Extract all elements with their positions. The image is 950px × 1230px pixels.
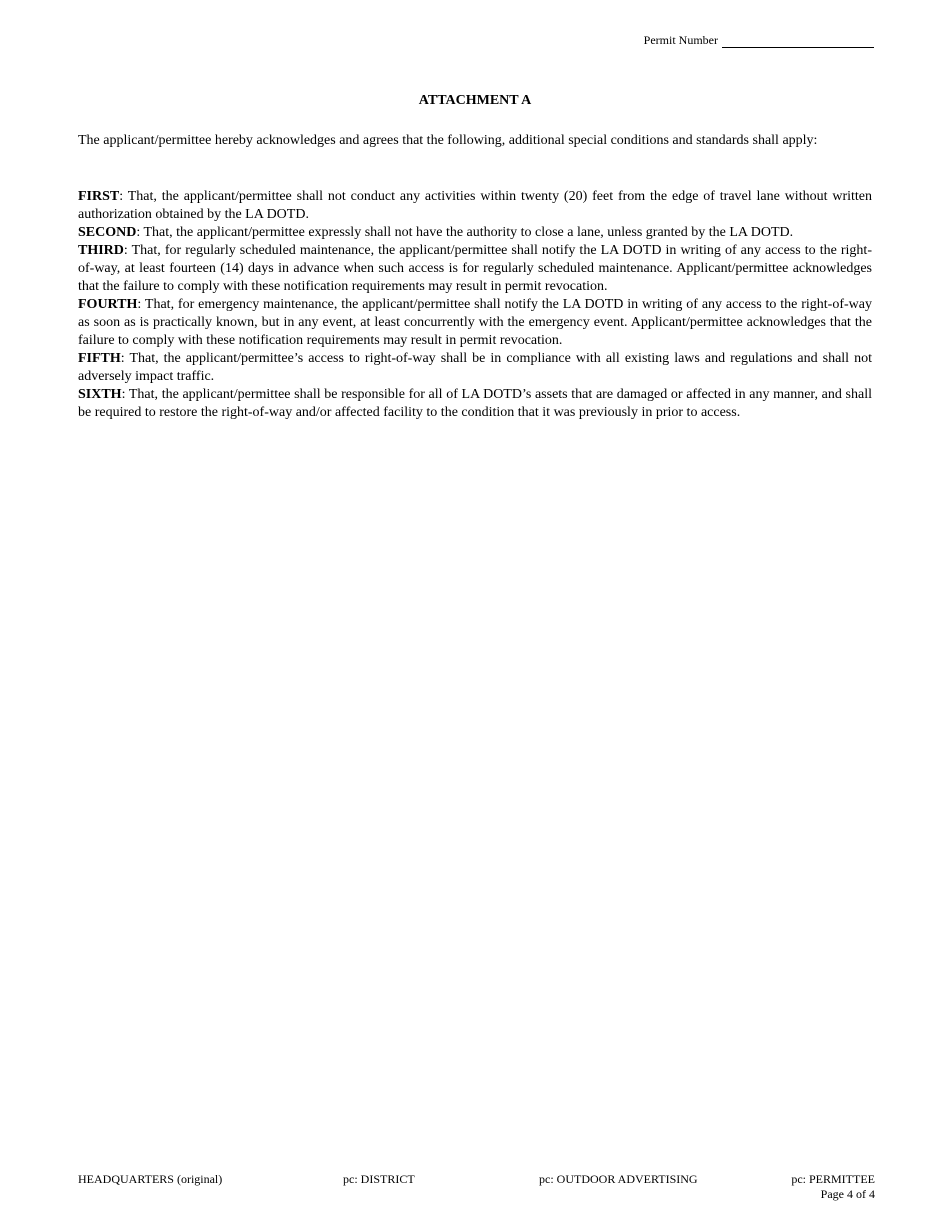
condition-text: : That, for emergency maintenance, the applicant/permittee shall notify the LA DOTD in writing of any access to the right-of-way as soon as is practically known, but in any event, at least concurrently with the emergency event. Applicant/permittee acknowledges that the failure to comply with these notification requirements may result in permit revocation.	[78, 297, 872, 348]
permit-number-field	[644, 33, 874, 48]
condition-label: SIXTH	[78, 387, 122, 402]
condition-sixth	[78, 386, 872, 422]
condition-label: FOURTH	[78, 297, 138, 312]
footer-headquarters: HEADQUARTERS (original)	[78, 1172, 223, 1186]
condition-label: SECOND	[78, 225, 137, 240]
condition-third	[78, 242, 872, 296]
condition-label: THIRD	[78, 243, 124, 258]
footer-outdoor-advertising: pc: OUTDOOR ADVERTISING	[539, 1172, 698, 1186]
intro-paragraph: The applicant/permittee hereby acknowledges and agrees that the following, additional special conditions and standards shall apply:	[78, 133, 818, 148]
condition-fifth	[78, 350, 872, 386]
document-title: ATTACHMENT A	[418, 93, 532, 108]
footer-district: pc: DISTRICT	[343, 1172, 415, 1186]
condition-fourth	[78, 296, 872, 350]
conditions-list	[78, 188, 872, 422]
permit-number-label: Permit Number	[643, 33, 718, 47]
page-number: Page 4 of 4	[820, 1187, 875, 1201]
condition-text: : That, for regularly scheduled maintenance, the applicant/permittee shall notify the LA DOTD in writing of any access to the right-of-way, at least fourteen (14) days in advance when such access is for regularly scheduled maintenance. Applicant/permittee acknowledges that the failure to comply with these notification requirements may result in permit revocation.	[78, 243, 872, 294]
condition-first	[78, 188, 872, 224]
permit-number-blank-line	[722, 34, 874, 48]
condition-label: FIFTH	[78, 351, 121, 366]
condition-text: : That, the applicant/permittee shall be responsible for all of LA DOTD’s assets that are damaged or affected in any manner, and shall be required to restore the right-of-way and/or affected facility to the condition that it was previously in prior to access.	[78, 387, 872, 420]
condition-text: : That, the applicant/permittee’s access to right-of-way shall be in compliance with all existing laws and regulations and shall not adversely impact traffic.	[78, 351, 872, 384]
footer-permittee: pc: PERMITTEE	[791, 1172, 875, 1186]
condition-text: : That, the applicant/permittee shall not conduct any activities within twenty (20) feet from the edge of travel lane without written authorization obtained by the LA DOTD.	[78, 189, 872, 222]
condition-label: FIRST	[78, 189, 120, 204]
condition-text: : That, the applicant/permittee expressly shall not have the authority to close a lane, unless granted by the LA DOTD.	[136, 225, 794, 240]
condition-second	[78, 224, 872, 242]
